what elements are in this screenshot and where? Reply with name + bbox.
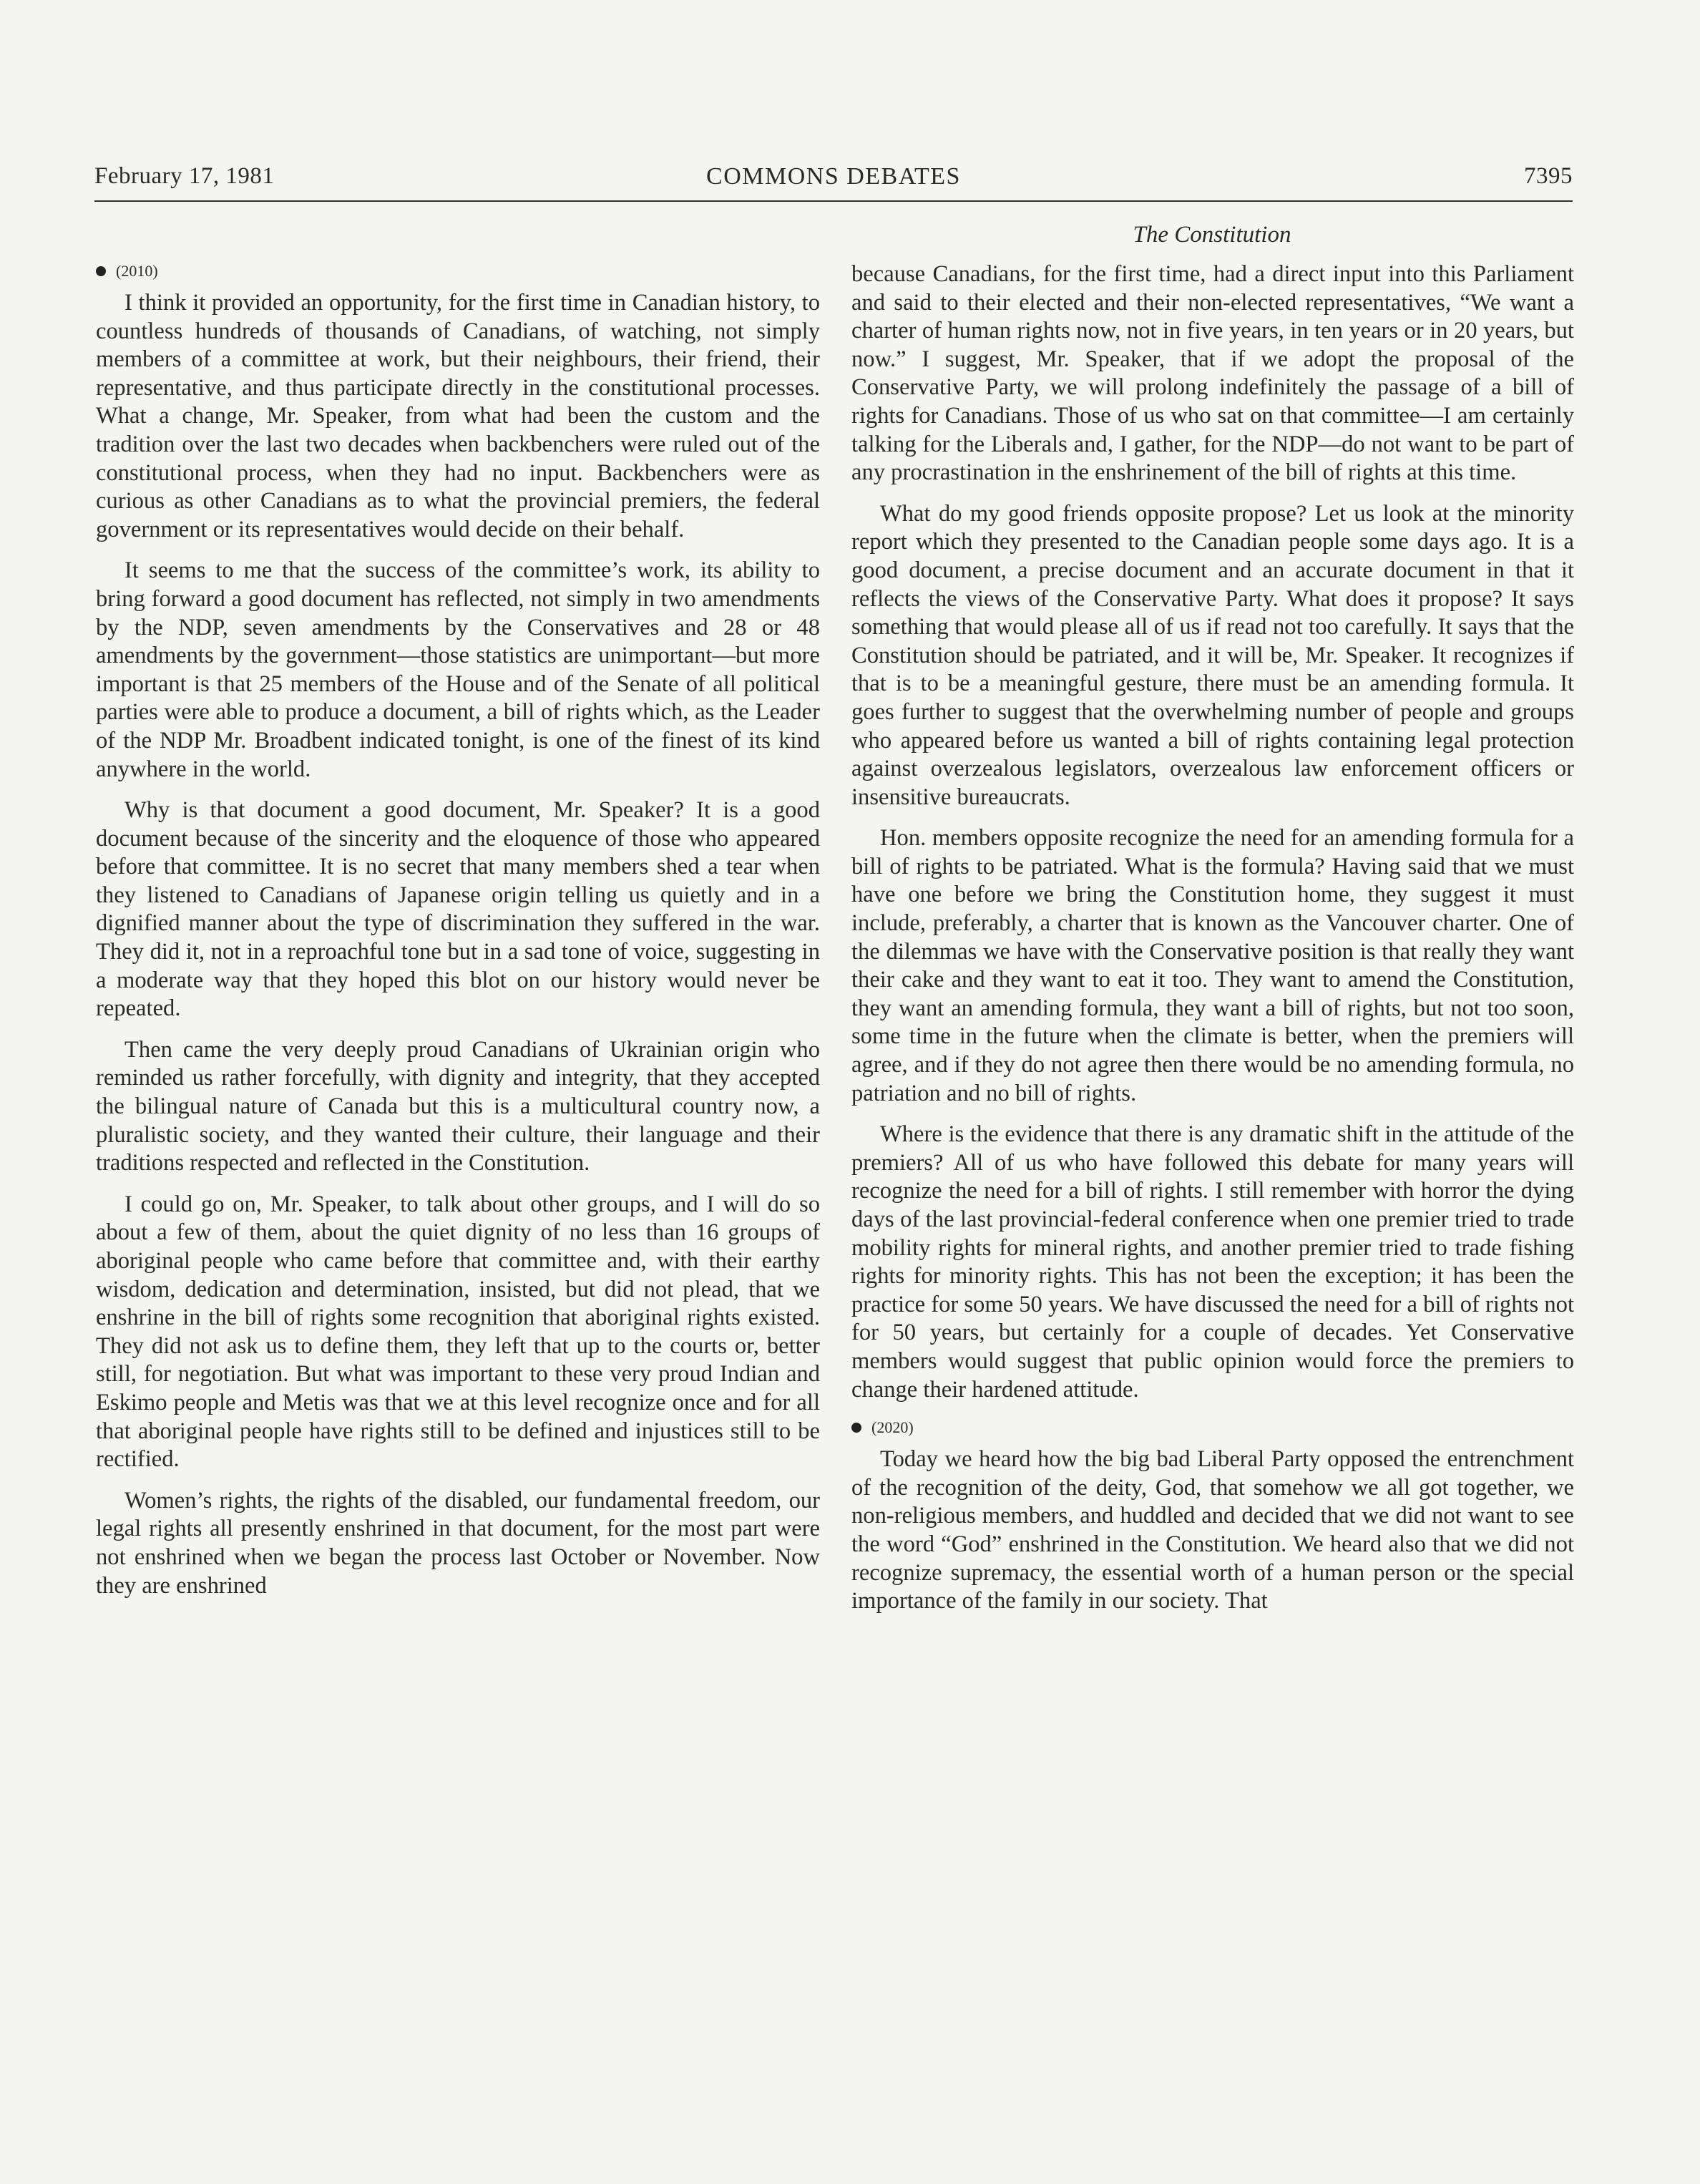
header-page-number: 7395 — [1524, 163, 1573, 189]
page-header — [94, 163, 1573, 203]
header-rule — [94, 200, 1573, 202]
section-title: The Constitution — [1133, 222, 1291, 248]
header-date: February 17, 1981 — [94, 163, 275, 189]
bullet-icon — [96, 266, 106, 276]
bullet-icon — [851, 1423, 861, 1433]
time-marker-label: (2020) — [871, 1418, 914, 1437]
time-marker — [96, 260, 820, 282]
paragraph: It seems to me that the success of the committee’s work, its ability to bring forward a good document has reflected, not simply in two amendments by the NDP, seven amendments by the Conservatives and 28 or 48 amendments by the government—those statistics are unimportant—but more important is that 25 members of the House and of the Senate of all political parties were able to produce a document, a bill of rights which, as the Leader of the NDP Mr. Broadbent indicated tonight, is one of the finest of its kind anywhere in the world. — [96, 557, 820, 782]
left-column — [96, 260, 820, 1613]
header-publication: COMMONS DEBATES — [706, 163, 961, 190]
paragraph: because Canadians, for the first time, had a direct input into this Parliament and said to their elected and their non-elected representatives, “We want a charter of human rights now, not in five years, in ten years or in 20 years, but now.” I suggest, Mr. Speaker, that if we adopt the proposal of the Conservative Party, we will prolong indefinitely the passage of a bill of rights for Canadians. Those of us who sat on that committee—I am certainly talking for the Liberals and, I gather, for the NDP—do not want to be part of any procrastination in the enshrinement of the bill of rights at this time. — [851, 261, 1574, 486]
paragraph: Today we heard how the big bad Liberal Party opposed the entrenchment of the recognition of the deity, God, that somehow we all got together, we non-religious members, and huddled and decided that we did not want to see the word “God” enshrined in the Constitution. We heard also that we did not recognize supremacy, the essential worth of a human person or the special importance of the family in our society. That — [851, 1446, 1574, 1614]
paragraph: What do my good friends opposite propose? Let us look at the minority report which they presented to the Canadian people some days ago. It is a good document, a precise document and an accurate document in that it reflects the views of the Conservative Party. What does it propose? It says something that would please all of us if read not too carefully. It says that the Constitution should be patriated, and it will be, Mr. Speaker. It recognizes if that is to be a meaningful gesture, there must be an amending formula. It goes further to suggest that the overwhelming number of people and groups who appeared before us wanted a bill of rights containing legal protection against overzealous legislators, overzealous law enforcement officers or insensitive bureaucrats. — [851, 500, 1574, 810]
paragraph: Why is that document a good document, Mr. Speaker? It is a good document because of the sincerity and the eloquence of those who appeared before that committee. It is no secret that many members shed a tear when they listened to Canadians of Japanese origin telling us quietly and in a dignified manner about the type of discrimination they suffered in the war. They did it, not in a reproachful tone but in a sad tone of voice, suggesting in a moderate way that they hoped this blot on our history would never be repeated. — [96, 797, 820, 1022]
time-marker-label: (2010) — [116, 262, 158, 280]
paragraph: I could go on, Mr. Speaker, to talk about other groups, and I will do so about a few of them, about the quiet dignity of no less than 16 groups of aboriginal people who came before that committee and, with their earthy wisdom, dedication and determination, insisted, but did not plead, that we enshrine in the bill of rights some recognition that aboriginal rights existed. They did not ask us to define them, they left that up to the courts or, better still, for negotiation. But what was important to these very proud Indian and Eskimo people and Metis was that we at this level recognize once and for all that aboriginal people have rights still to be defined and injustices still to be rectified. — [96, 1191, 820, 1473]
paragraph: I think it provided an opportunity, for the first time in Canadian history, to countless hundreds of thousands of Canadians, of watching, not simply members of a committee at work, but their neighbours, their friend, their representative, and thus participate directly in the constitutional processes. What a change, Mr. Speaker, from what had been the custom and the tradition over the last two decades when backbenchers were ruled out of the constitutional process, when they had no input. Backbenchers were as curious as other Canadians as to what the provincial premiers, the federal government or its representatives would decide on their behalf. — [96, 290, 820, 542]
paragraph: Where is the evidence that there is any dramatic shift in the attitude of the premiers? All of us who have followed this debate for many years will recognize the need for a bill of rights. I still remember with horror the dying days of the last provincial-federal conference when one premier tried to trade mobility rights for mineral rights, and another premier tried to trade fishing rights for minority rights. This has not been the exception; it has been the practice for some 50 years. We have discussed the need for a bill of rights not for 50 years, but certainly for a couple of decades. Yet Conservative members would suggest that public opinion would force the premiers to change their hardened attitude. — [851, 1121, 1575, 1403]
right-column — [851, 260, 1574, 1629]
time-marker — [851, 1417, 1574, 1438]
paragraph: Hon. members opposite recognize the need for an amending formula for a bill of rights to be patriated. What is the formula? Having said that we must have one before we bring the Constitution home, they suggest it must include, preferably, a charter that is known as the Vancouver charter. One of the dilemmas we have with the Conservative position is that really they want their cake and they want to eat it too. They want to amend the Constitution, they want an amending formula, they want a bill of rights, but not too soon, some time in the future when the climate is better, when the premiers will agree, and if they do not agree then there would be no amending formula, no patriation and no bill of rights. — [851, 825, 1574, 1106]
paragraph: Women’s rights, the rights of the disabled, our fundamental freedom, our legal rights all presently enshrined in that document, for the most part were not enshrined when we began the process last October or November. Now they are enshrined — [96, 1487, 820, 1599]
paragraph: Then came the very deeply proud Canadians of Ukrainian origin who reminded us rather forcefully, with dignity and integrity, that they accepted the bilingual nature of Canada but this is a multicultural country now, a pluralistic society, and they wanted their culture, their language and their traditions respected and reflected in the Constitution. — [96, 1036, 820, 1176]
